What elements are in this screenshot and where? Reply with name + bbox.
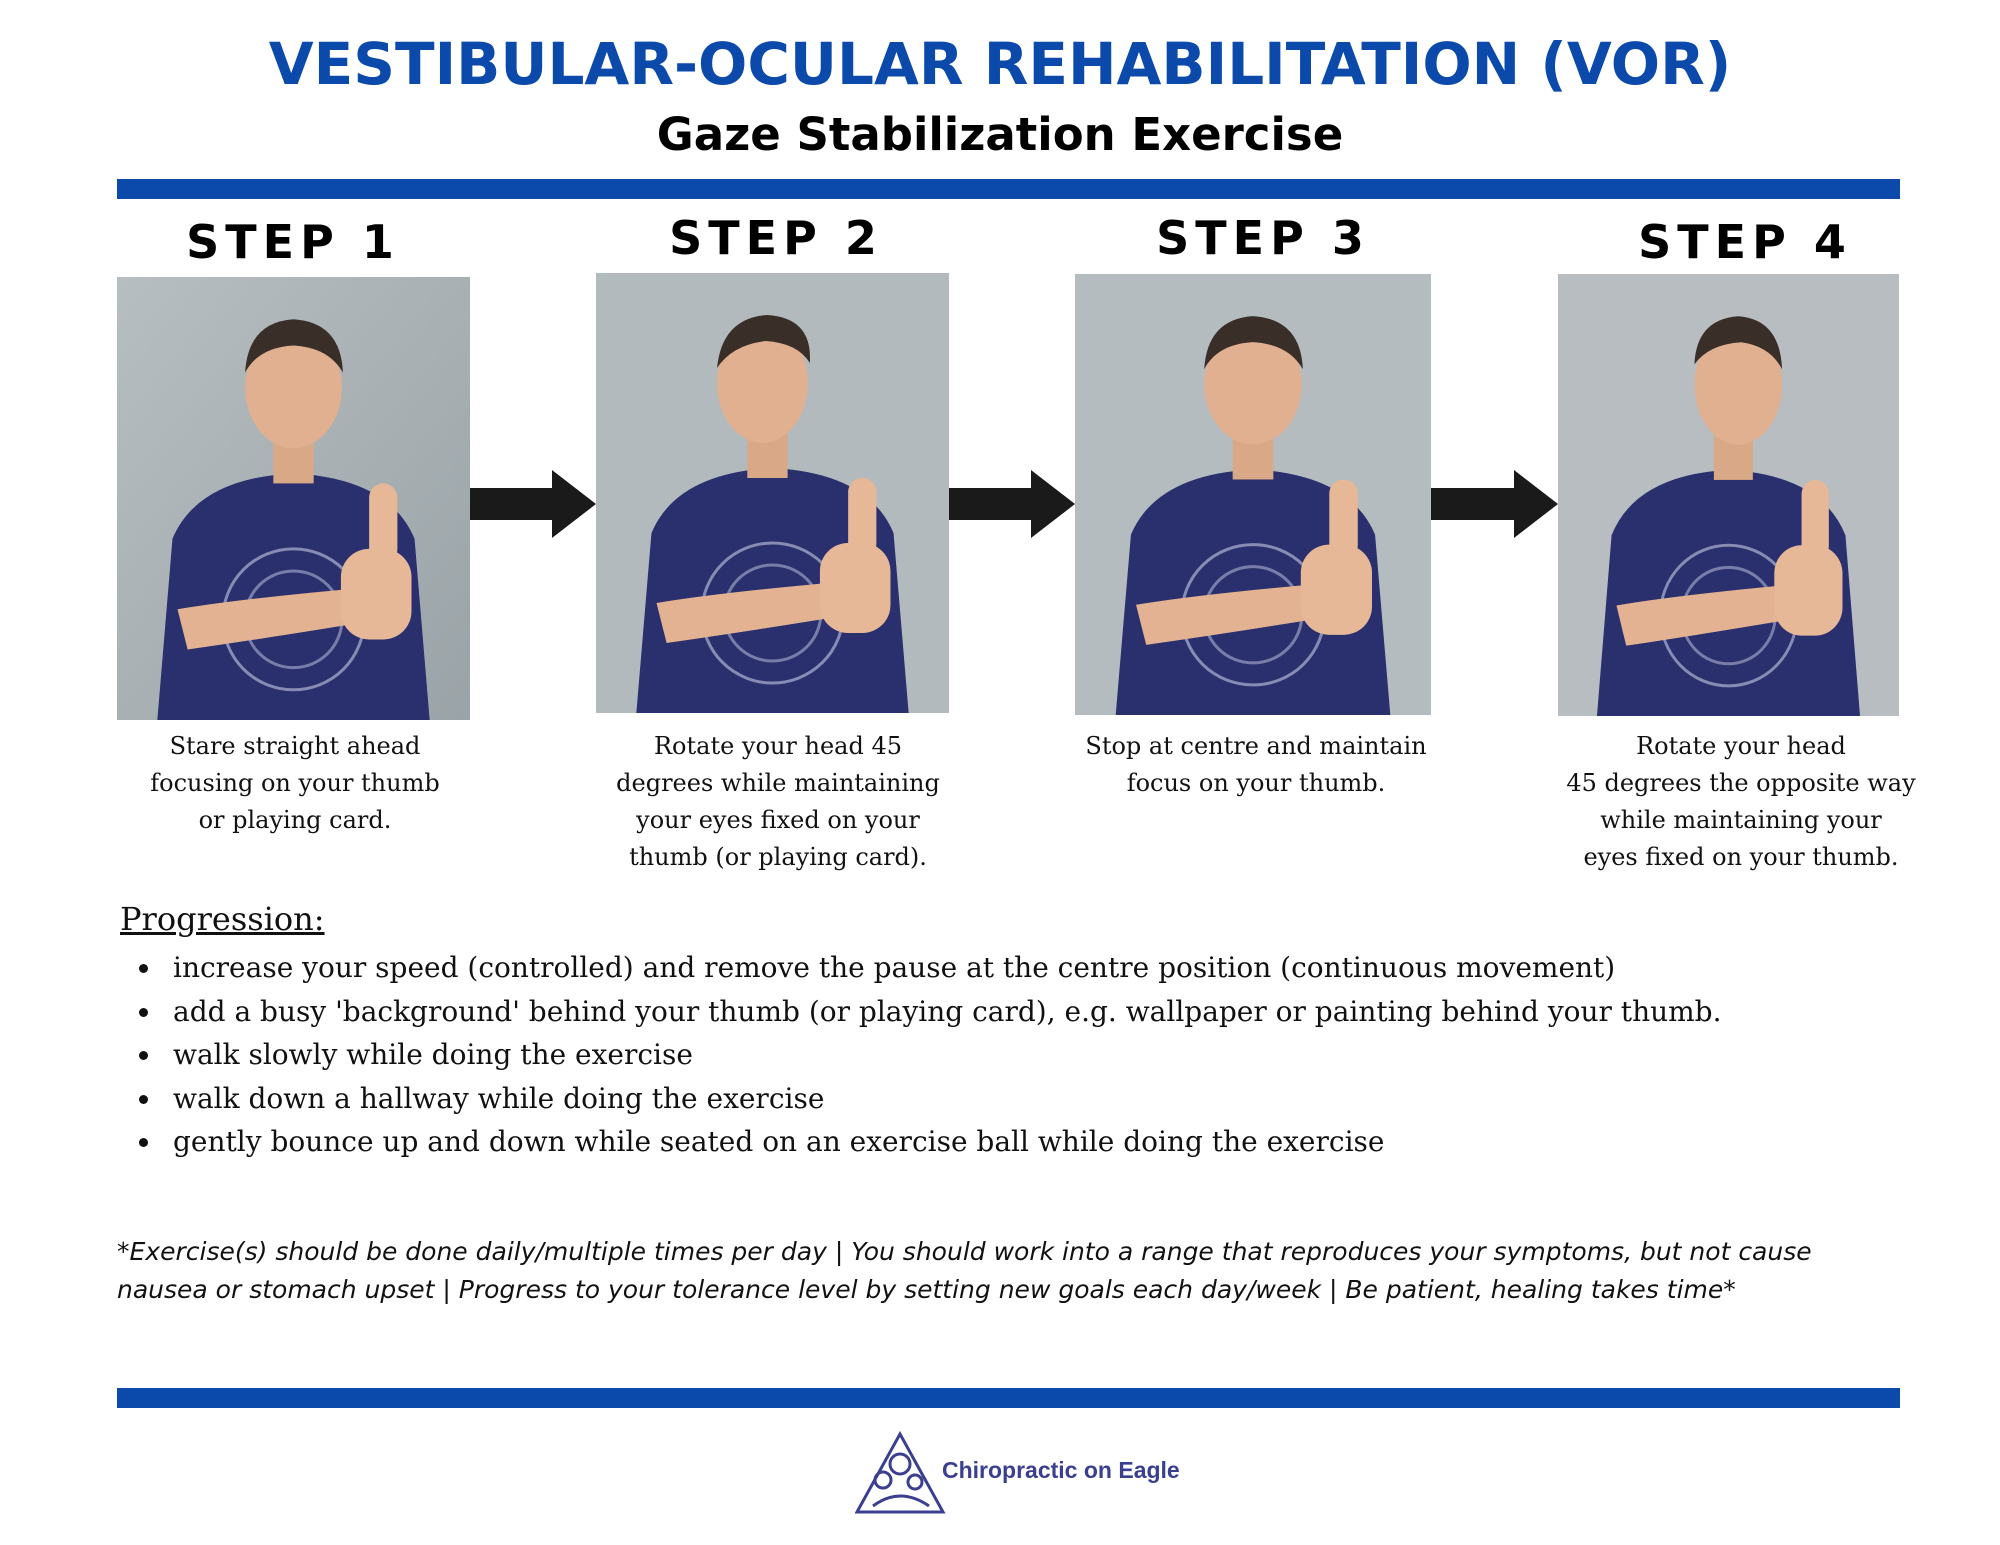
step-3-caption [1061,728,1451,802]
step-4-title: STEP 4 [1638,215,1852,269]
caption-line: your eyes fixed on your [636,806,920,834]
top-divider [117,179,1900,199]
caption-line: while maintaining your [1600,806,1882,834]
right-arrow-icon [1431,470,1558,538]
list-item: walk slowly while doing the exercise [135,1033,1722,1077]
caption-line: or playing card. [198,806,392,834]
step-4-photo [1558,274,1899,716]
step-2-title: STEP 2 [669,211,883,265]
bottom-divider [117,1388,1900,1408]
right-arrow-icon [949,470,1075,538]
page-title: VESTIBULAR-OCULAR REHABILITATION (VOR) [268,30,1732,98]
caption-line: focus on your thumb. [1126,769,1386,797]
list-item: increase your speed (controlled) and remove the pause at the centre position (continuous movement) [135,946,1722,990]
caption-line: thumb (or playing card). [629,843,927,871]
caption-line: 45 degrees the opposite way [1566,769,1916,797]
caption-line: focusing on your thumb [150,769,440,797]
step-1-caption [100,728,490,839]
list-item: gently bounce up and down while seated on an exercise ball while doing the exercise [135,1120,1722,1164]
clinic-logo-text: Chiropractic on Eagle [942,1457,1180,1483]
step-1-photo [117,277,470,720]
step-2-caption [583,728,973,876]
right-arrow-icon [470,470,596,538]
caption-line: Rotate your head 45 [653,732,902,760]
list-item: add a busy 'background' behind your thumb (or playing card), e.g. wallpaper or painting behind your thumb. [135,990,1722,1034]
step-3-photo [1075,274,1431,715]
caption-line: Stop at centre and maintain [1085,732,1427,760]
progression-list [135,946,1722,1164]
caption-line: degrees while maintaining [616,769,940,797]
caption-line: Stare straight ahead [169,732,421,760]
step-2-photo [596,273,949,713]
step-3-title: STEP 3 [1156,211,1370,265]
page-subtitle: Gaze Stabilization Exercise [656,108,1344,161]
list-item: walk down a hallway while doing the exercise [135,1077,1722,1121]
exercise-note: *Exercise(s) should be done daily/multiple times per day | You should work into a range that reproduces your symptoms, but not cause nausea or stomach upset | Progress to your tolerance level by setting new goals each day/week | Be patient, healing takes time* [117,1237,1812,1304]
progression-heading: Progression: [120,900,325,938]
caption-line: Rotate your head [1636,732,1846,760]
caption-line: eyes fixed on your thumb. [1583,843,1899,871]
step-1-title: STEP 1 [186,215,400,269]
step-4-caption [1546,728,1936,876]
